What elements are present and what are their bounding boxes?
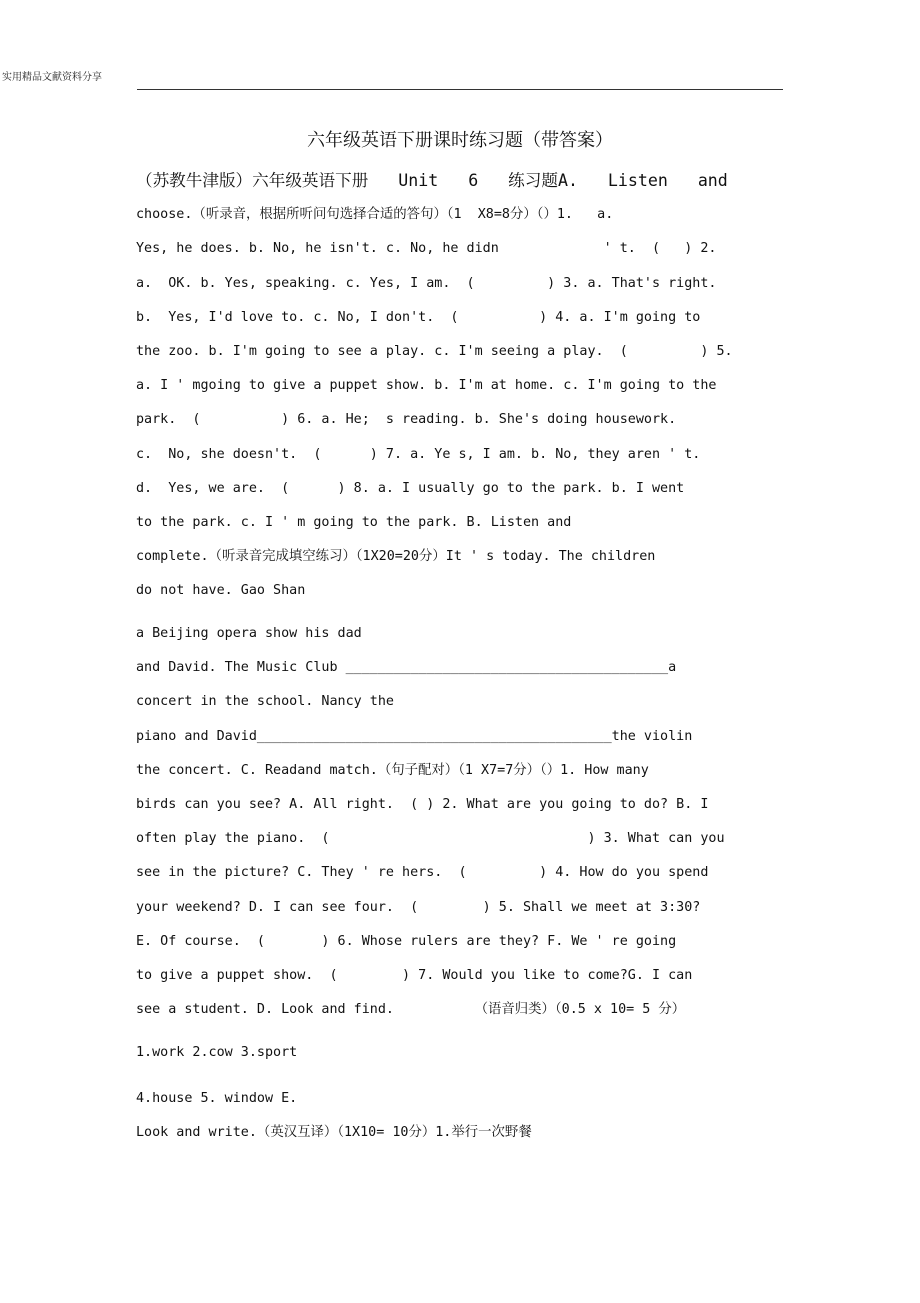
text-line: c. No, she doesn't. ( ) 7. a. Ye s, I am. b. No, they aren ' t. [136, 446, 701, 462]
page-title: 六年级英语下册课时练习题（带答案） [307, 130, 613, 151]
text-line: your weekend? D. I can see four. ( ) 5. Shall we meet at 3:30? [136, 899, 701, 915]
text-line: b. Yes, I'd love to. c. No, I don't. ( ) 4. a. I'm going to [136, 309, 701, 325]
text-line: piano and David____________________________________________the violin [136, 728, 693, 744]
header-rule [137, 89, 783, 90]
text-line: E. Of course. ( ) 6. Whose rulers are they? F. We ' re going [136, 933, 677, 949]
text-line: Yes, he does. b. No, he isn't. c. No, he didn ' t. ( ) 2. [136, 241, 717, 257]
text-line: a. I ' mgoing to give a puppet show. b. I'm at home. c. I'm going to the [136, 378, 717, 394]
text-line: often play the piano. ( ) 3. What can you [136, 831, 725, 847]
text-line: a. OK. b. Yes, speaking. c. Yes, I am. ( ) 3. a. That's right. [136, 275, 717, 291]
text-line: birds can you see? A. All right. ( ) 2. What are you going to do? B. I [136, 796, 709, 812]
text-line: see in the picture? C. They ' re hers. ( ) 4. How do you spend [136, 865, 709, 881]
text-line: the concert. C. Readand match.（句子配对）（1 X7=7分）（）1. How many [136, 762, 649, 778]
text-line: to give a puppet show. ( ) 7. Would you like to come?G. I can [136, 967, 693, 983]
text-line: to the park. c. I ' m going to the park. B. Listen and [136, 514, 572, 530]
text-line: complete.（听录音完成填空练习）（1X20=20分）It ' s today. The children [136, 549, 656, 565]
text-line: 4.house 5. window E. [136, 1091, 298, 1107]
text-line: d. Yes, we are. ( ) 8. a. I usually go to the park. b. I went [136, 480, 685, 496]
header-note: 实用精品文献资料分享 [2, 72, 102, 83]
text-line: the zoo. b. I'm going to see a play. c. I'm seeing a play. ( ) 5. [136, 343, 733, 359]
text-line: park. ( ) 6. a. He; s reading. b. She's doing housework. [136, 412, 677, 428]
text-line: and David. The Music Club ________________________________________a [136, 660, 677, 676]
text-line: concert in the school. Nancy the [136, 694, 394, 710]
text-line: do not have. Gao Shan [136, 583, 306, 599]
text-line: 1.work 2.cow 3.sport [136, 1044, 298, 1060]
text-line: choose.（听录音，根据所听问句选择合适的答句）（1 X8=8分）（）1. a. [136, 207, 614, 223]
text-line: see a student. D. Look and find. （语音归类）（0.5 x 10= 5 分） [136, 1002, 686, 1018]
text-line: Look and write.（英汉互译）（1X10= 10分）1.举行一次野餐 [136, 1125, 532, 1141]
document-body [136, 164, 796, 1150]
text-line: a Beijing opera show his dad [136, 626, 362, 642]
text-line: （苏教牛津版）六年级英语下册 Unit 6 练习题A. Listen and [136, 171, 728, 190]
